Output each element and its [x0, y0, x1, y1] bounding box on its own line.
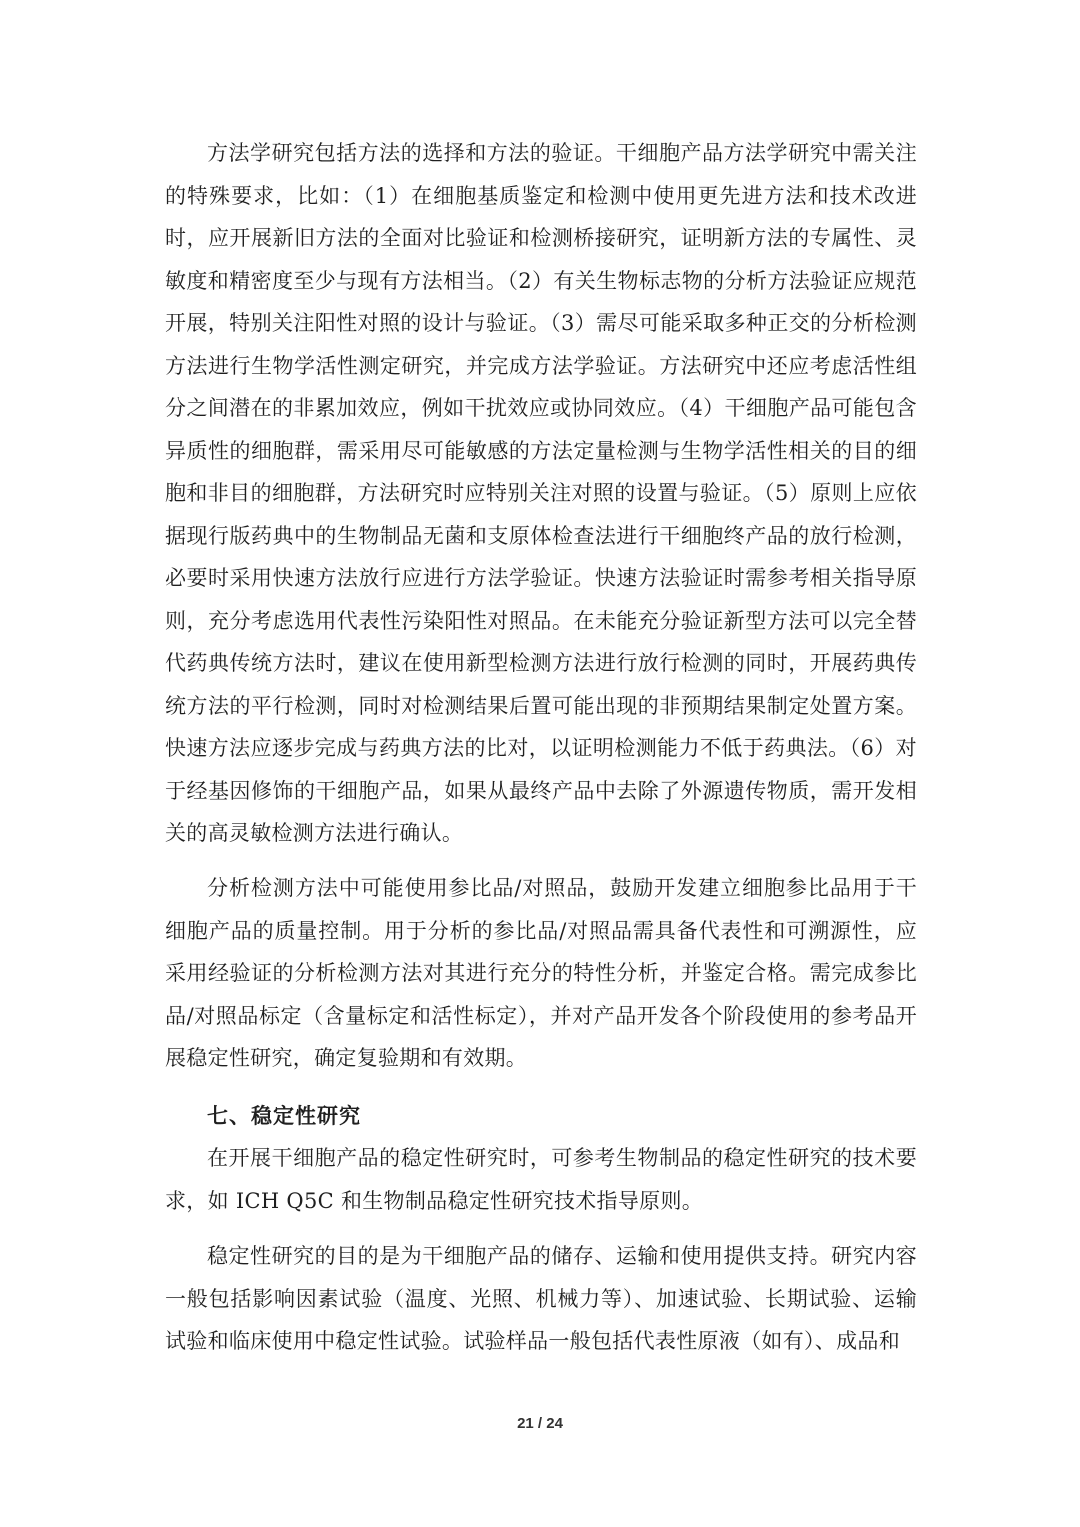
section-heading-stability: 七、稳定性研究 — [207, 1103, 361, 1128]
paragraph-stability-intro: 在开展干细胞产品的稳定性研究时，可参考生物制品的稳定性研究的技术要求，如 ICH Q5C 和生物制品稳定性研究技术指导原则。 — [165, 1146, 917, 1213]
page-number: 21 / 24 — [517, 1415, 563, 1432]
paragraph-reference-standards: 分析检测方法中可能使用参比品/对照品，鼓励开发建立细胞参比品用于干细胞产品的质量控制。用于分析的参比品/对照品需具备代表性和可溯源性，应采用经验证的分析检测方法对其进行充分的特性分析，并鉴定合格。需完成参比品/对照品标定（含量标定和活性标定），并对产品开发各个阶段使用的参考品开展稳定性研究，确定复验期和有效期。 — [165, 876, 917, 1070]
paragraph-stability-purpose: 稳定性研究的目的是为干细胞产品的储存、运输和使用提供支持。研究内容一般包括影响因素试验（温度、光照、机械力等）、加速试验、长期试验、运输试验和临床使用中稳定性试验。试验样品一般包括代表性原液（如有）、成品和 — [165, 1244, 917, 1353]
paragraph-methodology: 方法学研究包括方法的选择和方法的验证。干细胞产品方法学研究中需关注的特殊要求，比如：（1）在细胞基质鉴定和检测中使用更先进方法和技术改进时，应开展新旧方法的全面对比验证和检测桥接研究，证明新方法的专属性、灵敏度和精密度至少与现有方法相当。（2）有关生物标志物的分析方法验证应规范开展，特别关注阳性对照的设计与验证。（3）需尽可能采取多种正交的分析检测方法进行生物学活性测定研究，并完成方法学验证。方法研究中还应考虑活性组分之间潜在的非累加效应，例如干扰效应或协同效应。（4）干细胞产品可能包含异质性的细胞群，需采用尽可能敏感的方法定量检测与生物学活性相关的目的细胞和非目的细胞群，方法研究时应特别关注对照的设置与验证。（5）原则上应依据现行版药典中的生物制品无菌和支原体检查法进行干细胞终产品的放行检测，必要时采用快速方法放行应进行方法学验证。快速方法验证时需参考相关指导原则，充分考虑选用代表性污染阳性对照品。在未能充分验证新型方法可以完全替代药典传统方法时，建议在使用新型检测方法进行放行检测的同时，开展药典传统方法的平行检测，同时对检测结果后置可能出现的非预期结果制定处置方案。快速方法应逐步完成与药典方法的比对，以证明检测能力不低于药典法。（6）对于经基因修饰的干细胞产品，如果从最终产品中去除了外源遗传物质，需开发相关的高灵敏检测方法进行确认。 — [165, 141, 917, 845]
